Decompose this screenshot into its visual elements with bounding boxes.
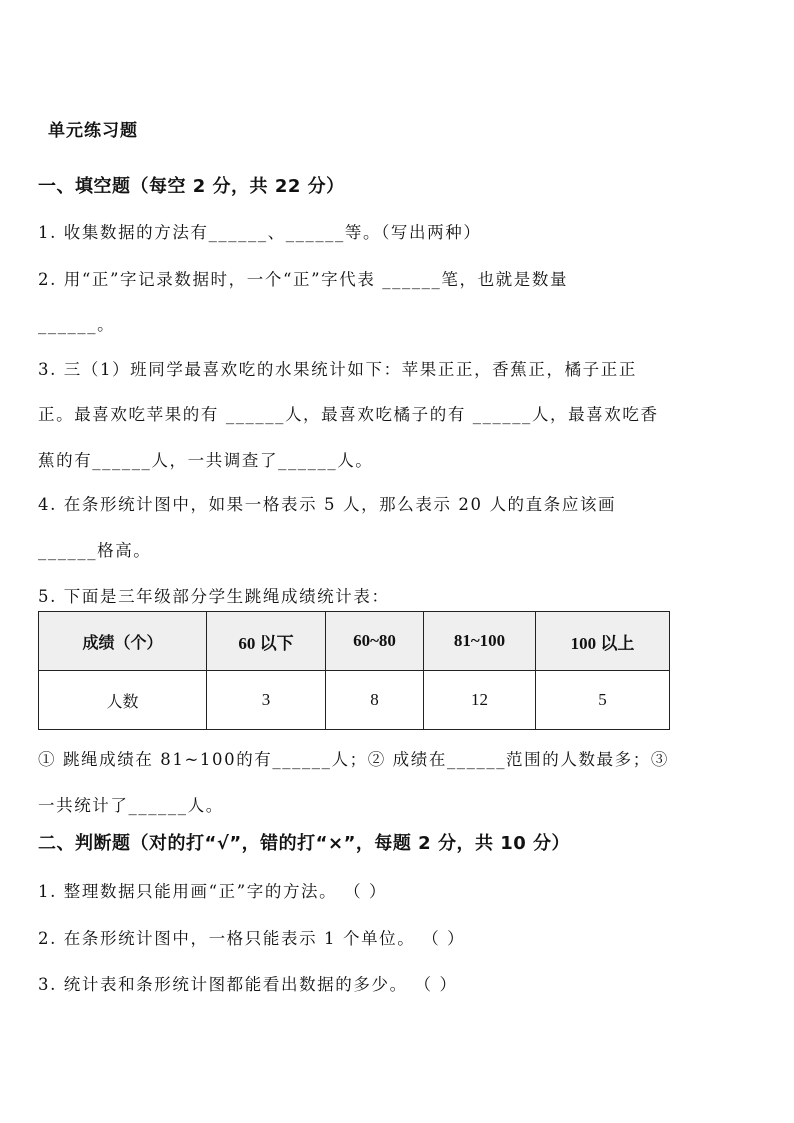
- question-1-1: 1. 收集数据的方法有______、______等。（写出两种）: [38, 223, 482, 242]
- question-2-3: 3. 统计表和条形统计图都能看出数据的多少。 （ ）: [38, 975, 458, 994]
- table-header-cell: 60~80: [326, 612, 424, 671]
- section-1-heading: 一、填空题（每空 2 分，共 22 分）: [38, 176, 345, 197]
- document-title: 单元练习题: [48, 121, 138, 141]
- question-1-2-line-1: 2. 用“正”字记录数据时，一个“正”字代表 ______笔，也就是数量: [38, 270, 569, 289]
- question-1-2-line-2: ______。: [38, 315, 116, 334]
- question-1-5-intro: 5. 下面是三年级部分学生跳绳成绩统计表：: [38, 587, 390, 606]
- question-1-5-line-1: ① 跳绳成绩在 81~100的有______人；② 成绩在______范围的人数最多；③: [38, 750, 669, 769]
- table-header-cell: 100 以上: [536, 612, 670, 671]
- question-1-3-line-3: 蕉的有______人，一共调查了______人。: [38, 451, 374, 470]
- question-2-1: 1. 整理数据只能用画“正”字的方法。 （ ）: [38, 882, 388, 901]
- question-2-2: 2. 在条形统计图中，一格只能表示 1 个单位。 （ ）: [38, 929, 466, 948]
- question-1-3-line-1: 3. 三（1）班同学最喜欢吃的水果统计如下：苹果正正，香蕉正，橘子正正: [38, 360, 637, 379]
- jump-rope-score-table: [38, 611, 670, 730]
- question-1-4-line-2: ______格高。: [38, 541, 152, 560]
- question-1-5-line-2: 一共统计了______人。: [38, 796, 224, 815]
- table-header-row: [39, 612, 670, 671]
- question-1-3-line-2: 正。最喜欢吃苹果的有 ______人，最喜欢吃橘子的有 ______人，最喜欢吃香: [38, 405, 659, 424]
- table-cell: 12: [424, 671, 536, 730]
- table-cell: 人数: [39, 671, 207, 730]
- table-cell: 3: [207, 671, 326, 730]
- table-header-cell: 60 以下: [207, 612, 326, 671]
- table-cell: 5: [536, 671, 670, 730]
- table-header-cell: 81~100: [424, 612, 536, 671]
- table-header-cell: 成绩（个）: [39, 612, 207, 671]
- section-2-heading: 二、判断题（对的打“√”，错的打“×”，每题 2 分，共 10 分）: [38, 833, 571, 854]
- table-row: [39, 671, 670, 730]
- table-cell: 8: [326, 671, 424, 730]
- question-1-4-line-1: 4. 在条形统计图中，如果一格表示 5 人，那么表示 20 人的直条应该画: [38, 495, 617, 514]
